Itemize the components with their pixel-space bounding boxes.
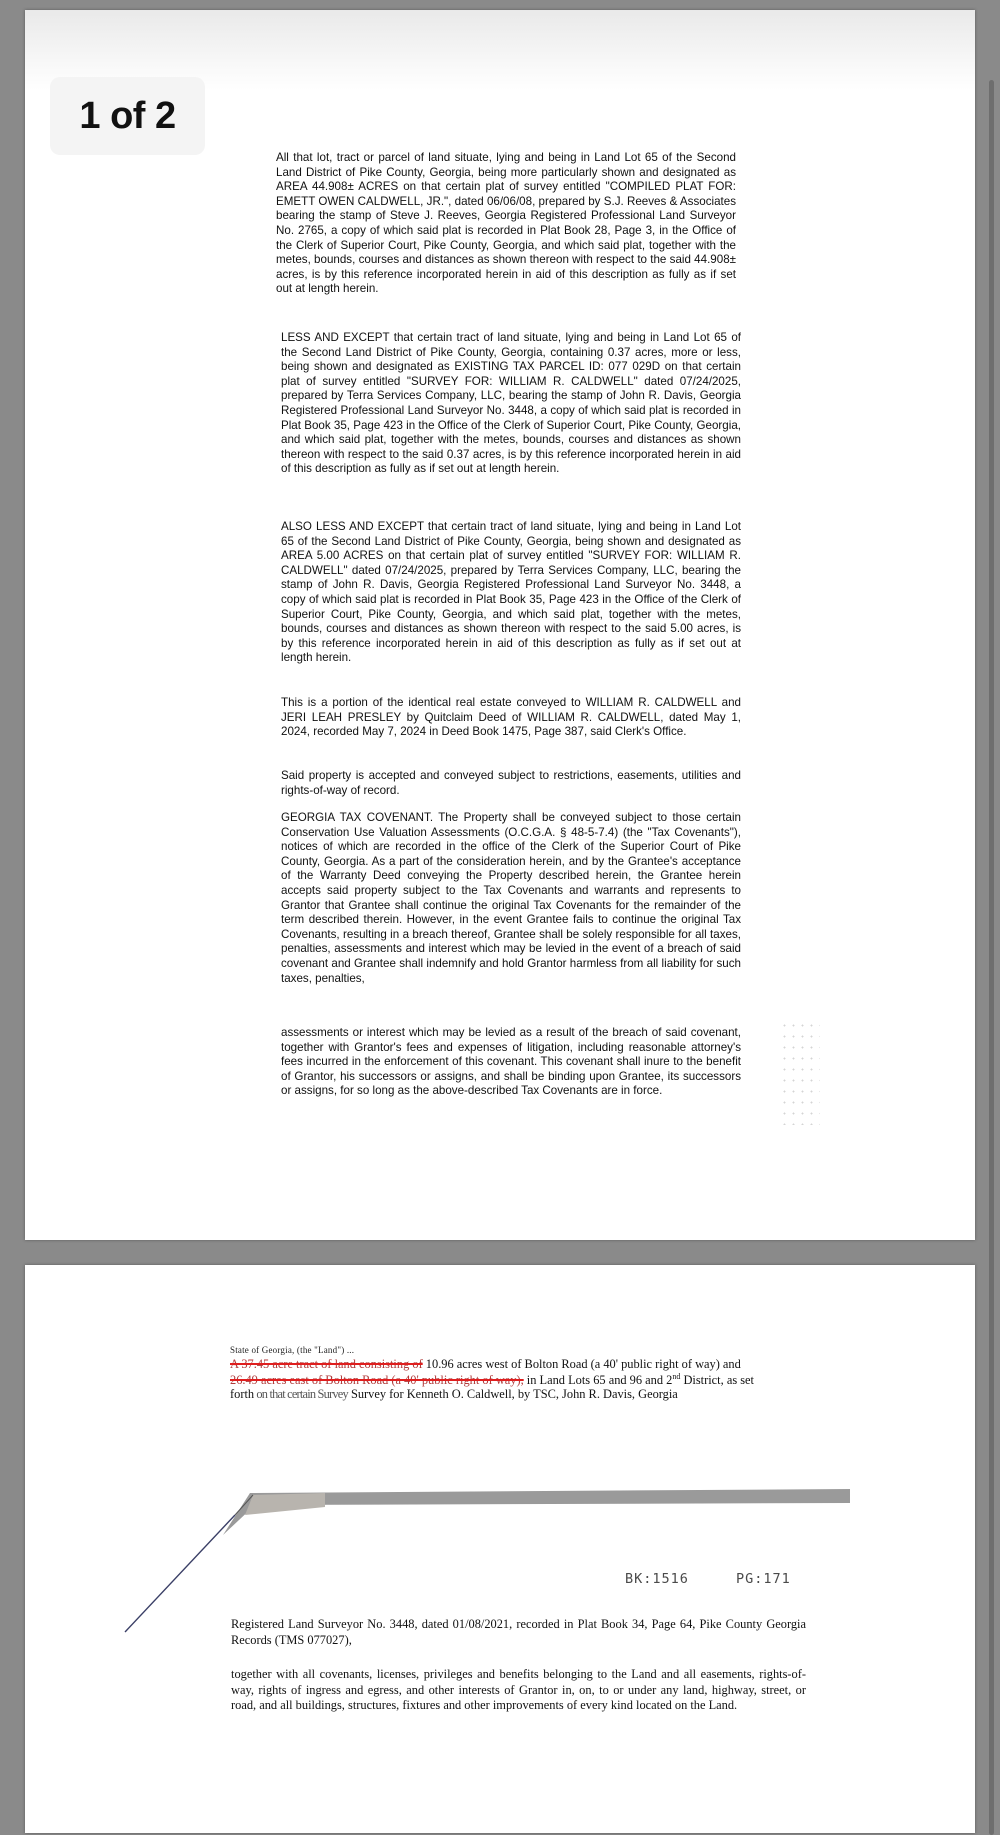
tract-line-2-rest-a: in Land Lots 65 and 96 and 2 bbox=[523, 1373, 673, 1388]
document-page-1 bbox=[25, 10, 975, 1240]
tract-line-3-start: forth bbox=[230, 1387, 255, 1401]
book-reference: BK:1516 bbox=[625, 1571, 689, 1587]
paper-fold-graphic bbox=[25, 1475, 975, 1695]
struck-text-2: 26.49 acres east of Bolton Road (a 40' public right of way), bbox=[230, 1373, 524, 1388]
legal-paragraph-4: This is a portion of the identical real estate conveyed to WILLIAM R. CALDWELL and JERI LEAH PRESLEY by Quitclaim Deed of WILLIAM R. CALDWELL, dated May 1, 2024, recorded May 7, 2024 in Deed Book 1475, Page 387, said Clerk's Office. bbox=[281, 696, 741, 739]
legal-paragraph-2: LESS AND EXCEPT that certain tract of land situate, lying and being in Land Lot 65 of the Second Land District of Pike County, Georgia, containing 0.37 acres, more or less, being shown and designated as EXISTING TAX PARCEL ID: 077 029D on that certain plat of survey entitled "SURVEY FOR: WILLIAM R. CALDWELL" dated 07/24/2025, prepared by Terra Services Company, LLC, bearing the stamp of John R. Davis, Georgia Registered Professional Land Surveyor No. 3448, a copy of which said plat is recorded in Plat Book 35, Page 423 in the Office of the Clerk of Superior Court, Pike County, Georgia, and which said plat, together with the metes, bounds, courses and distances as shown thereon with respect to the said 0.37 acres, is by this reference incorporated herein in aid of this description as fully as if set out at length herein. bbox=[281, 331, 741, 476]
covenants-paragraph: together with all covenants, licenses, privileges and benefits belonging to the Land and all easements, rights-of-way, rights of ingress and egress, and other interests of Grantor in, on, to or under any land, highway, street, or road, and all buildings, structures, fixtures and other improvements of every kind located on the Land. bbox=[231, 1667, 806, 1712]
surveyor-paragraph: Registered Land Surveyor No. 3448, dated 01/08/2021, recorded in Plat Book 34, Page 64, Pike County Georgia Records (TMS 077027), bbox=[231, 1617, 806, 1647]
page-counter-badge: 1 of 2 bbox=[50, 77, 205, 155]
legal-paragraph-5: Said property is accepted and conveyed subject to restrictions, easements, utilities and rights-of-way of record. bbox=[281, 769, 741, 797]
tax-covenant-paragraph: GEORGIA TAX COVENANT. The Property shall be conveyed subject to those certain Conservation Use Valuation Assessments (O.C.G.A. § 48-5-7.4) (the "Tax Covenants"), notices of which are recorded in the office of the Clerk of the Superior Court of Pike County, Georgia. As a part of the consideration herein, and by the Grantee's acceptance of the Warranty Deed conveying the Property described herein, the Grantee herein accepts said property subject to the Tax Covenants and warrants and represents to Grantor that Grantee shall continue the original Tax Covenants for the remainder of the term described therein. However, in the event Grantee fails to continue the original Tax Covenants, resulting in a breach thereof, Grantee shall be solely responsible for all taxes, penalties, assessments and interest which may be levied in the event of a breach of said covenant and Grantee shall indemnify and hold Grantor harmless from all liability for such taxes, penalties, bbox=[281, 811, 741, 985]
tract-line-1-rest: 10.96 acres west of Bolton Road (a 40' public right of way) and bbox=[422, 1357, 741, 1371]
fold-edge-line bbox=[125, 1515, 235, 1632]
struck-text-1: A 37.45 acre tract of land consisting of bbox=[230, 1357, 423, 1371]
garbled-text: on that certain Survey bbox=[254, 1387, 348, 1401]
tract-line-2-rest-b: District, as set bbox=[680, 1373, 755, 1388]
scan-specks bbox=[780, 1020, 820, 1125]
document-page-2 bbox=[25, 1265, 975, 1833]
tract-line-3-rest: Survey for Kenneth O. Caldwell, by TSC, John R. Davis, Georgia bbox=[347, 1387, 678, 1401]
tract-line-1 bbox=[230, 1357, 741, 1372]
fold-texture bbox=[245, 1493, 325, 1515]
legal-paragraph-1: All that lot, tract or parcel of land situate, lying and being in Land Lot 65 of the Second Land District of Pike County, Georgia, being more particularly shown and designated as AREA 44.908± ACRES on that certain plat of survey entitled "COMPILED PLAT FOR: EMETT OWEN CALDWELL, JR.", dated 06/06/08, prepared by S.J. Reeves & Associates bearing the stamp of Steve J. Reeves, Georgia Registered Professional Land Surveyor No. 2765, a copy of which said plat is recorded in Plat Book 28, Page 3, in the Office of the Clerk of Superior Court, Pike County, Georgia, and which said plat, together with the metes, bounds, courses and distances as shown thereon with respect to the said 44.908± acres, is by this reference incorporated herein in aid of this description as fully as if set out at length herein. bbox=[276, 151, 736, 296]
legal-paragraph-3: ALSO LESS AND EXCEPT that certain tract of land situate, lying and being in Land Lot 65 of the Second Land District of Pike County, Georgia, being shown and designated as AREA 5.00 ACRES on that certain plat of survey entitled "SURVEY FOR: WILLIAM R. CALDWELL" dated 07/24/2025, prepared by Terra Services Company, LLC, bearing the stamp of John R. Davis, Georgia Registered Professional Land Surveyor No. 3448, a copy of which said plat is recorded in Plat Book 35, Page 423 in the Office of the Clerk of Superior Court, Pike County, Georgia, and which said plat, together with the metes, bounds, courses and distances as shown thereon with respect to the said 5.00 acres, is by this reference incorporated herein in aid of this description as fully as if set out at length herein. bbox=[281, 520, 741, 665]
tract-line-3 bbox=[230, 1387, 678, 1402]
ordinal-suffix: nd bbox=[672, 1372, 681, 1381]
tax-covenant-continuation: assessments or interest which may be levied as a result of the breach of said covenant, together with Grantor's fees and expenses of litigation, including reasonable attorney's fees incurred in the enforcement of this covenant. This covenant shall inure to the benefit of Grantor, his successors or assigns, and shall be binding upon Grantee, its successors or assigns, for so long as the above-described Tax Covenants are in force. bbox=[281, 1026, 741, 1098]
page-reference: PG:171 bbox=[736, 1571, 791, 1587]
scrollbar[interactable] bbox=[989, 80, 994, 1835]
tract-line-2 bbox=[230, 1372, 754, 1388]
cut-header-line: State of Georgia, (the "Land") ... bbox=[230, 1345, 355, 1355]
